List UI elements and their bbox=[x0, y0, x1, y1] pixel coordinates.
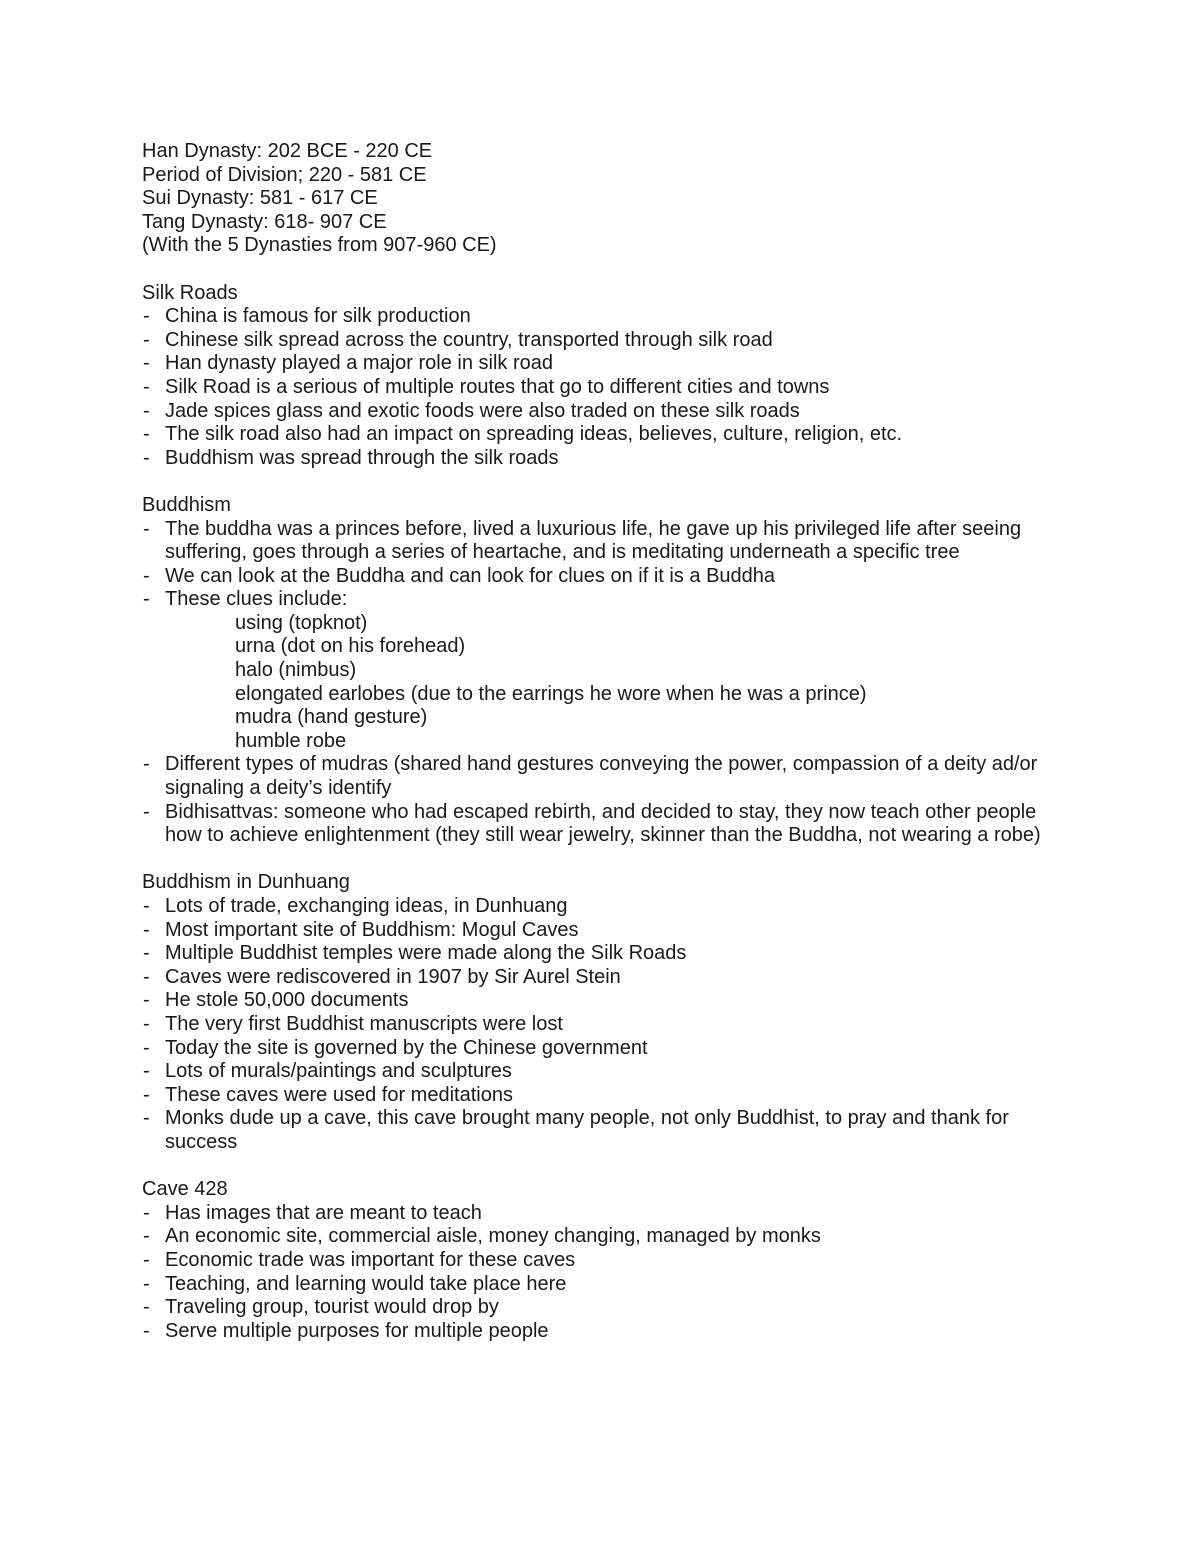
bullet-list bbox=[142, 518, 1072, 848]
list-item: - Different types of mudras (shared hand gestures conveying the power, compassion of a deity ad/or signaling a deity’s identify bbox=[142, 753, 1072, 800]
document-page bbox=[142, 140, 1072, 1343]
list-item bbox=[142, 588, 1072, 753]
clue-item: mudra (hand gesture) bbox=[235, 706, 428, 729]
spacer bbox=[142, 848, 1072, 872]
spacer bbox=[142, 470, 1072, 494]
list-item: - He stole 50,000 documents bbox=[142, 989, 1072, 1013]
list-item: - The silk road also had an impact on spreading ideas, believes, culture, religion, etc. bbox=[142, 423, 1072, 447]
silk-roads-section bbox=[142, 282, 1072, 471]
clue-list bbox=[165, 612, 1072, 754]
list-item: - Serve multiple purposes for multiple people bbox=[142, 1320, 1072, 1344]
list-item: - China is famous for silk production bbox=[142, 305, 1072, 329]
section-heading: Buddhism bbox=[142, 493, 231, 516]
list-item: - Jade spices glass and exotic foods were also traded on these silk roads bbox=[142, 400, 1072, 424]
bullet-list bbox=[142, 895, 1072, 1155]
section-heading: Cave 428 bbox=[142, 1178, 228, 1201]
list-item: - Lots of murals/paintings and sculptures bbox=[142, 1060, 1072, 1084]
dynasty-timeline bbox=[142, 140, 1072, 258]
list-item: - Has images that are meant to teach bbox=[142, 1202, 1072, 1226]
list-item: - Most important site of Buddhism: Mogul Caves bbox=[142, 919, 1072, 943]
spacer bbox=[142, 258, 1072, 282]
list-item: - Lots of trade, exchanging ideas, in Dunhuang bbox=[142, 895, 1072, 919]
list-item: - Monks dude up a cave, this cave brought many people, not only Buddhist, to pray and thank for success bbox=[142, 1107, 1072, 1154]
list-item: - The very first Buddhist manuscripts were lost bbox=[142, 1013, 1072, 1037]
list-item: - Today the site is governed by the Chinese government bbox=[142, 1037, 1072, 1061]
list-item: - Chinese silk spread across the country, transported through silk road bbox=[142, 329, 1072, 353]
clue-item: halo (nimbus) bbox=[235, 659, 357, 682]
bullet-list bbox=[142, 305, 1072, 470]
buddhism-section bbox=[142, 494, 1072, 848]
section-heading: Silk Roads bbox=[142, 281, 238, 304]
list-item: - We can look at the Buddha and can look for clues on if it is a Buddha bbox=[142, 565, 1072, 589]
dynasty-line: Sui Dynasty: 581 - 617 CE bbox=[142, 187, 378, 210]
dynasty-line: Tang Dynasty: 618- 907 CE bbox=[142, 210, 387, 233]
list-item: - Buddhism was spread through the silk roads bbox=[142, 447, 1072, 471]
dynasty-line: (With the 5 Dynasties from 907-960 CE) bbox=[142, 234, 497, 257]
list-item-text: These clues include: bbox=[165, 588, 348, 611]
list-item: - These caves were used for meditations bbox=[142, 1084, 1072, 1108]
clue-item: using (topknot) bbox=[235, 611, 368, 634]
clue-item: elongated earlobes (due to the earrings he wore when he was a prince) bbox=[235, 682, 867, 705]
dunhuang-section bbox=[142, 871, 1072, 1154]
list-item: - Han dynasty played a major role in silk road bbox=[142, 352, 1072, 376]
bullet-list bbox=[142, 1202, 1072, 1344]
dynasty-line: Period of Division; 220 - 581 CE bbox=[142, 163, 427, 186]
list-item: - The buddha was a princes before, lived a luxurious life, he gave up his privileged life after seeing suffering, goes through a series of heartache, and is meditating underneath a specific tree bbox=[142, 518, 1072, 565]
clue-item: urna (dot on his forehead) bbox=[235, 635, 466, 658]
list-item: - Silk Road is a serious of multiple routes that go to different cities and towns bbox=[142, 376, 1072, 400]
list-item: - Bidhisattvas: someone who had escaped rebirth, and decided to stay, they now teach other people how to achieve enlightenment (they still wear jewelry, skinner than the Buddha, not wearing a robe) bbox=[142, 801, 1072, 848]
list-item: - Multiple Buddhist temples were made along the Silk Roads bbox=[142, 942, 1072, 966]
clue-item: humble robe bbox=[235, 729, 347, 752]
dynasty-line: Han Dynasty: 202 BCE - 220 CE bbox=[142, 140, 433, 162]
list-item: - Traveling group, tourist would drop by bbox=[142, 1296, 1072, 1320]
cave-428-section bbox=[142, 1178, 1072, 1343]
list-item: - Caves were rediscovered in 1907 by Sir Aurel Stein bbox=[142, 966, 1072, 990]
list-item: - Teaching, and learning would take place here bbox=[142, 1273, 1072, 1297]
spacer bbox=[142, 1155, 1072, 1179]
section-heading: Buddhism in Dunhuang bbox=[142, 871, 350, 894]
list-item: - Economic trade was important for these caves bbox=[142, 1249, 1072, 1273]
list-item: - An economic site, commercial aisle, money changing, managed by monks bbox=[142, 1225, 1072, 1249]
